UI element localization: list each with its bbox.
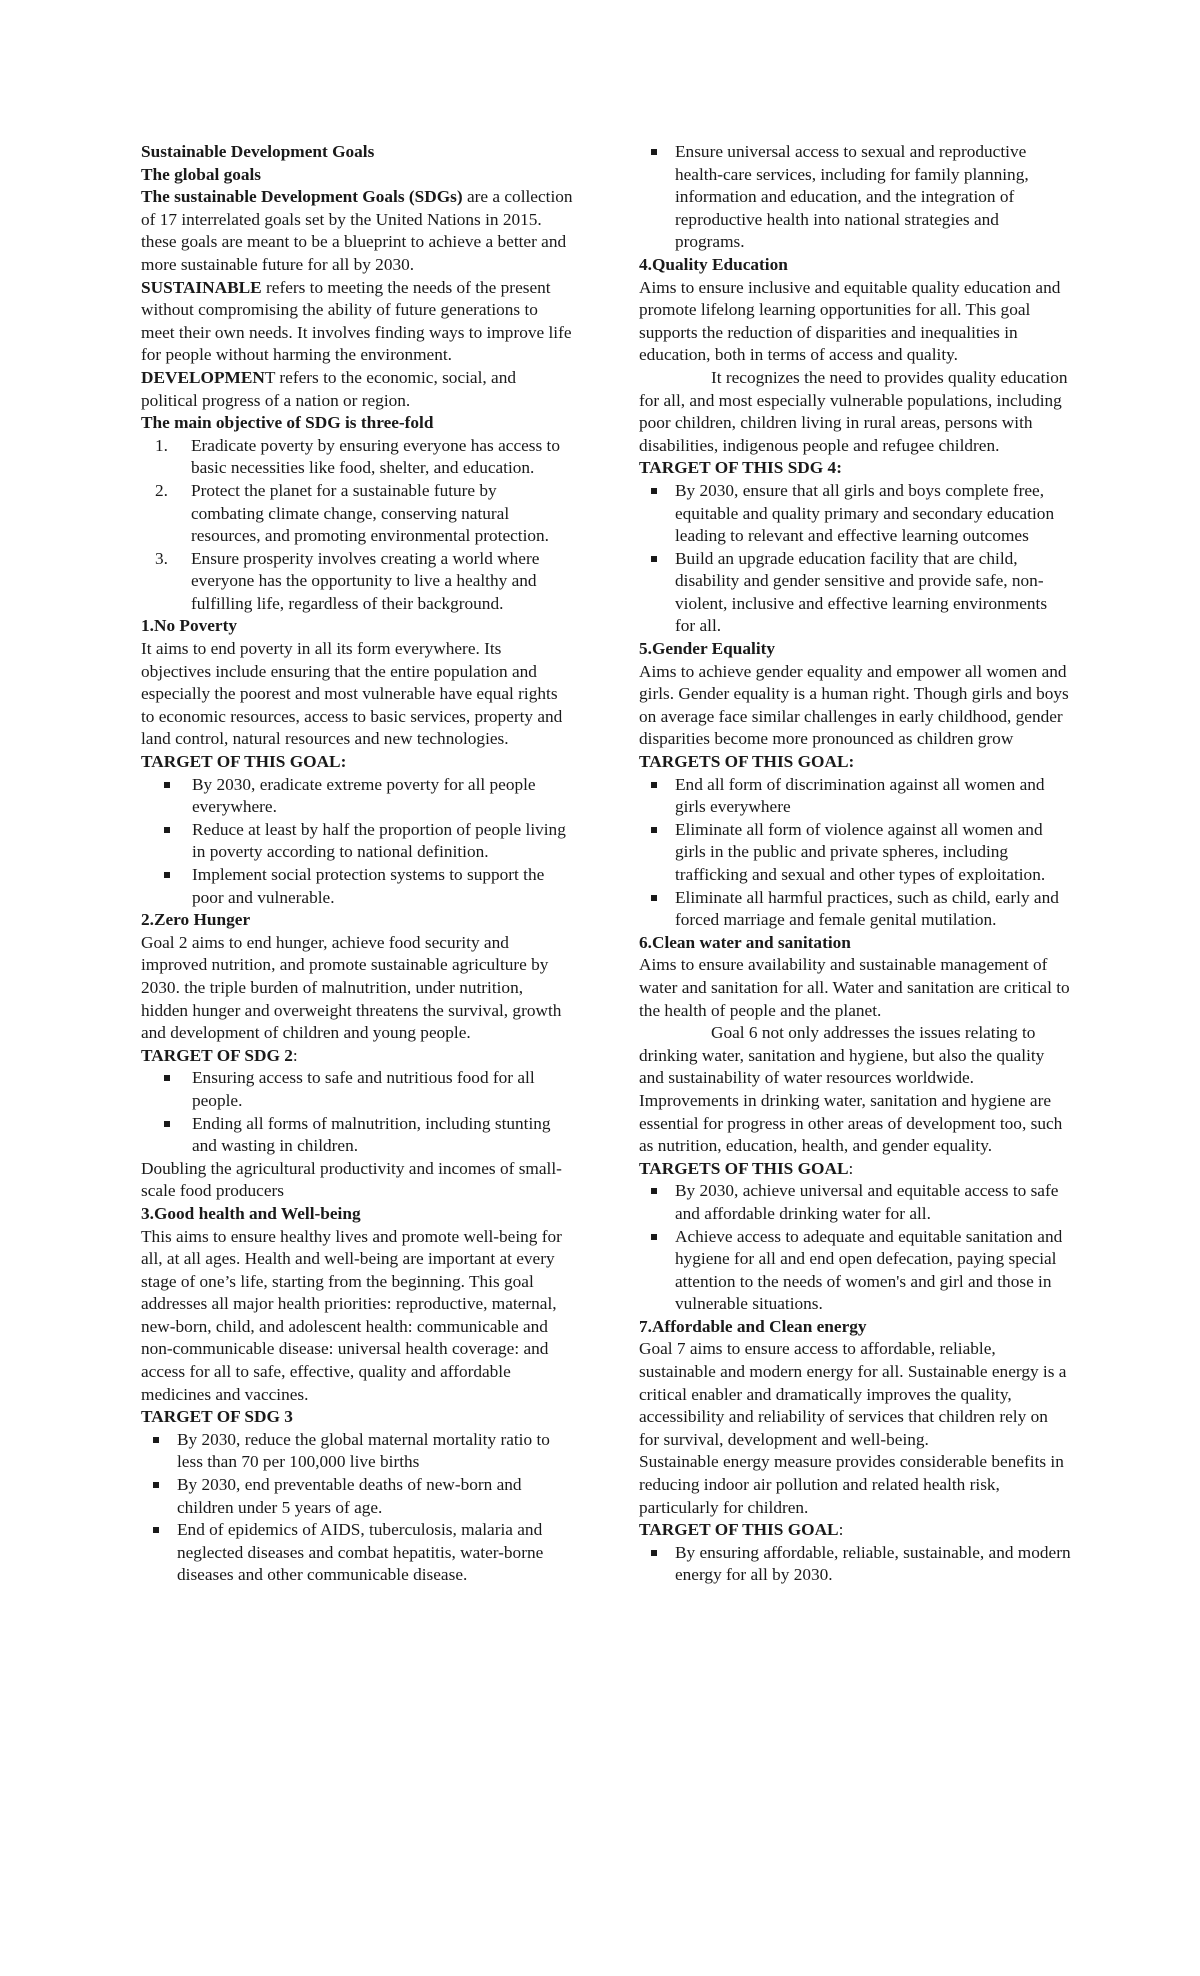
goal6-target-heading: TARGETS OF THIS GOAL (639, 1158, 849, 1178)
goal7-heading: 7.Affordable and Clean energy (639, 1316, 867, 1336)
goal6-target-list (639, 1180, 1071, 1316)
goal3-target-list-continued (639, 141, 1071, 254)
goal7-body: Goal 7 aims to ensure access to affordable, reliable, sustainable and modern energy for all. Sustainable energy is a critical enabler and dramatically improves the quality, accessibility and reliability of services that children rely on for survival, development and well-being. (639, 1339, 1067, 1449)
goal5-body: Aims to achieve gender equality and empower all women and girls. Gender equality is a human right. Though girls and boys on average face similar challenges in early childhood, gender disparities become more pronounced as children grow (639, 661, 1069, 749)
goal4-body-2: It recognizes the need to provides quality education for all, and most especially vulnerable populations, including poor children, children living in rural areas, persons with disabilities, indigenous people and refugee children. (639, 367, 1068, 455)
goal6-heading: 6.Clean water and sanitation (639, 932, 851, 952)
list-item: Achieve access to adequate and equitable sanitation and hygiene for all and end open defecation, paying special attention to the needs of women's and girl and those in vulnerable situations. (639, 1226, 1071, 1316)
goal4-target-heading: TARGET OF THIS SDG 4: (639, 458, 842, 478)
list-item-text: Eradicate poverty by ensuring everyone has access to basic necessities like food, shelter, and education. (191, 435, 560, 478)
list-item: Eliminate all form of violence against all women and girls in the public and private spheres, including trafficking and sexual and other types of exploitation. (639, 819, 1071, 887)
goal6-body: Aims to ensure availability and sustainable management of water and sanitation for all. Water and sanitation are critical to the health of people and the planet. (639, 955, 1070, 1020)
goal5-target-heading: TARGETS OF THIS GOAL: (639, 752, 855, 772)
list-item: Ending all forms of malnutrition, including stunting and wasting in children. (141, 1113, 573, 1158)
list-item: Build an upgrade education facility that are child, disability and gender sensitive and provide safe, non-violent, inclusive and effective learning environments for all. (639, 548, 1071, 638)
list-item-text: Protect the planet for a sustainable future by combating climate change, conserving natural resources, and promoting environmental protection. (191, 480, 550, 546)
sustainable-definition (141, 277, 573, 367)
development-text: T refers to the economic, social, and political progress of a nation or region. (141, 367, 516, 410)
goal2-target-heading: TARGET OF SDG 2 (141, 1045, 293, 1065)
goal2-target-colon: : (292, 1045, 298, 1065)
goal7-target-list (639, 1542, 1071, 1587)
sustainable-term: SUSTAINABLE (141, 277, 262, 297)
list-item: End of epidemics of AIDS, tuberculosis, malaria and neglected diseases and combat hepatitis, water-borne diseases and other communicable disease. (141, 1519, 573, 1587)
goal4-body: Aims to ensure inclusive and equitable quality education and promote lifelong learning opportunities for all. This goal supports the reduction of disparities and inequalities in education, both in terms of access and quality. (639, 277, 1061, 365)
goal1-target-list (141, 774, 573, 910)
goal7-body-2: Sustainable energy measure provides considerable benefits in reducing indoor air pollution and related health risk, particularly for children. (639, 1452, 1064, 1517)
goal3-target-list (141, 1429, 573, 1587)
list-item: By 2030, ensure that all girls and boys complete free, equitable and quality primary and secondary education leading to relevant and effective learning outcomes (639, 480, 1071, 548)
list-item (141, 435, 573, 480)
list-item (141, 548, 573, 616)
list-item: Ensuring access to safe and nutritious food for all people. (141, 1067, 573, 1112)
goal6-target-colon: : (848, 1158, 854, 1178)
list-item: Reduce at least by half the proportion of people living in poverty according to national definition. (141, 819, 573, 864)
goal2-target-heading-line (141, 1045, 573, 1068)
left-column (141, 141, 573, 1587)
list-item: By 2030, reduce the global maternal mortality ratio to less than 70 per 100,000 live births (141, 1429, 573, 1474)
list-item: By 2030, achieve universal and equitable access to safe and affordable drinking water for all. (639, 1180, 1071, 1225)
document-subtitle: The global goals (141, 164, 262, 184)
list-item: Ensure universal access to sexual and reproductive health-care services, including for family planning, information and education, and the integration of reproductive health into national strategies and programs. (639, 141, 1071, 254)
sdg-text: are a collection of 17 interrelated goals set by the United Nations in 2015. these goals are meant to be a blueprint to achieve a better and more sustainable future for all by 2030. (141, 187, 573, 274)
objective-list (141, 435, 573, 616)
goal3-body: This aims to ensure healthy lives and promote well-being for all, at all ages. Health and well-being are important at every stage of one’s life, starting from the beginning. This goal addresses all major health priorities: reproductive, maternal, new-born, child, and adolescent health: communicable and non-communicable disease: universal health coverage: and access for all to safe, effective, quality and affordable medicines and vaccines. (141, 1226, 562, 1404)
goal5-heading: 5.Gender Equality (639, 639, 776, 659)
goal2-closing: Doubling the agricultural productivity and incomes of small-scale food producers (141, 1158, 562, 1201)
sdg-definition (141, 186, 573, 276)
right-column (639, 141, 1071, 1587)
list-item: End all form of discrimination against all women and girls everywhere (639, 774, 1071, 819)
sustainable-text: refers to meeting the needs of the present without compromising the ability of future generations to meet their own needs. It involves finding ways to improve life for people without harming the environment. (141, 277, 572, 365)
list-item: Eliminate all harmful practices, such as child, early and forced marriage and female genital mutilation. (639, 887, 1071, 932)
goal4-heading: 4.Quality Education (639, 254, 788, 274)
list-item: By 2030, eradicate extreme poverty for all people everywhere. (141, 774, 573, 819)
goal5-target-list (639, 774, 1071, 932)
goal6-body-2: Goal 6 not only addresses the issues relating to drinking water, sanitation and hygiene, but also the quality and sustainability of water resources worldwide. Improvements in drinking water, sanitation and hygiene are essential for progress in other areas of development too, such as nutrition, education, health, and gender equality. (639, 1023, 1063, 1156)
goal3-target-heading: TARGET OF SDG 3 (141, 1407, 293, 1427)
goal2-target-list (141, 1067, 573, 1157)
goal7-target-heading-line (639, 1519, 1071, 1542)
list-item (141, 480, 573, 548)
development-term: DEVELOPMEN (141, 367, 265, 387)
document-title: Sustainable Development Goals (141, 142, 375, 161)
goal7-target-heading: TARGET OF THIS GOAL (639, 1520, 839, 1540)
sdg-lead: The sustainable Development Goals (SDGs) (141, 187, 463, 207)
list-item: By ensuring affordable, reliable, sustainable, and modern energy for all by 2030. (639, 1542, 1071, 1587)
goal2-heading: 2.Zero Hunger (141, 910, 251, 930)
list-number: 3. (155, 548, 168, 568)
development-definition (141, 367, 573, 412)
list-item: By 2030, end preventable deaths of new-born and children under 5 years of age. (141, 1474, 573, 1519)
goal2-body: Goal 2 aims to end hunger, achieve food security and improved nutrition, and promote sustainable agriculture by 2030. the triple burden of malnutrition, under nutrition, hidden hunger and overweight threatens the survival, growth and development of children and young people. (141, 932, 562, 1043)
goal1-heading: 1.No Poverty (141, 616, 237, 636)
list-number: 1. (155, 435, 168, 455)
goal7-target-colon: : (838, 1520, 844, 1540)
goal1-body: It aims to end poverty in all its form everywhere. Its objectives include ensuring that the entire population and especially the poorest and most vulnerable have equal rights to economic resources, access to basic services, property and land control, natural resources and new technologies. (141, 639, 563, 749)
goal4-target-list (639, 480, 1071, 638)
list-number: 2. (155, 480, 168, 500)
goal1-target-heading: TARGET OF THIS GOAL: (141, 752, 347, 772)
goal6-target-heading-line (639, 1158, 1071, 1181)
list-item: Implement social protection systems to support the poor and vulnerable. (141, 864, 573, 909)
goal3-heading: 3.Good health and Well-being (141, 1203, 361, 1223)
objective-heading: The main objective of SDG is three-fold (141, 413, 434, 433)
list-item-text: Ensure prosperity involves creating a world where everyone has the opportunity to live a healthy and fulfilling life, regardless of their background. (191, 548, 540, 613)
